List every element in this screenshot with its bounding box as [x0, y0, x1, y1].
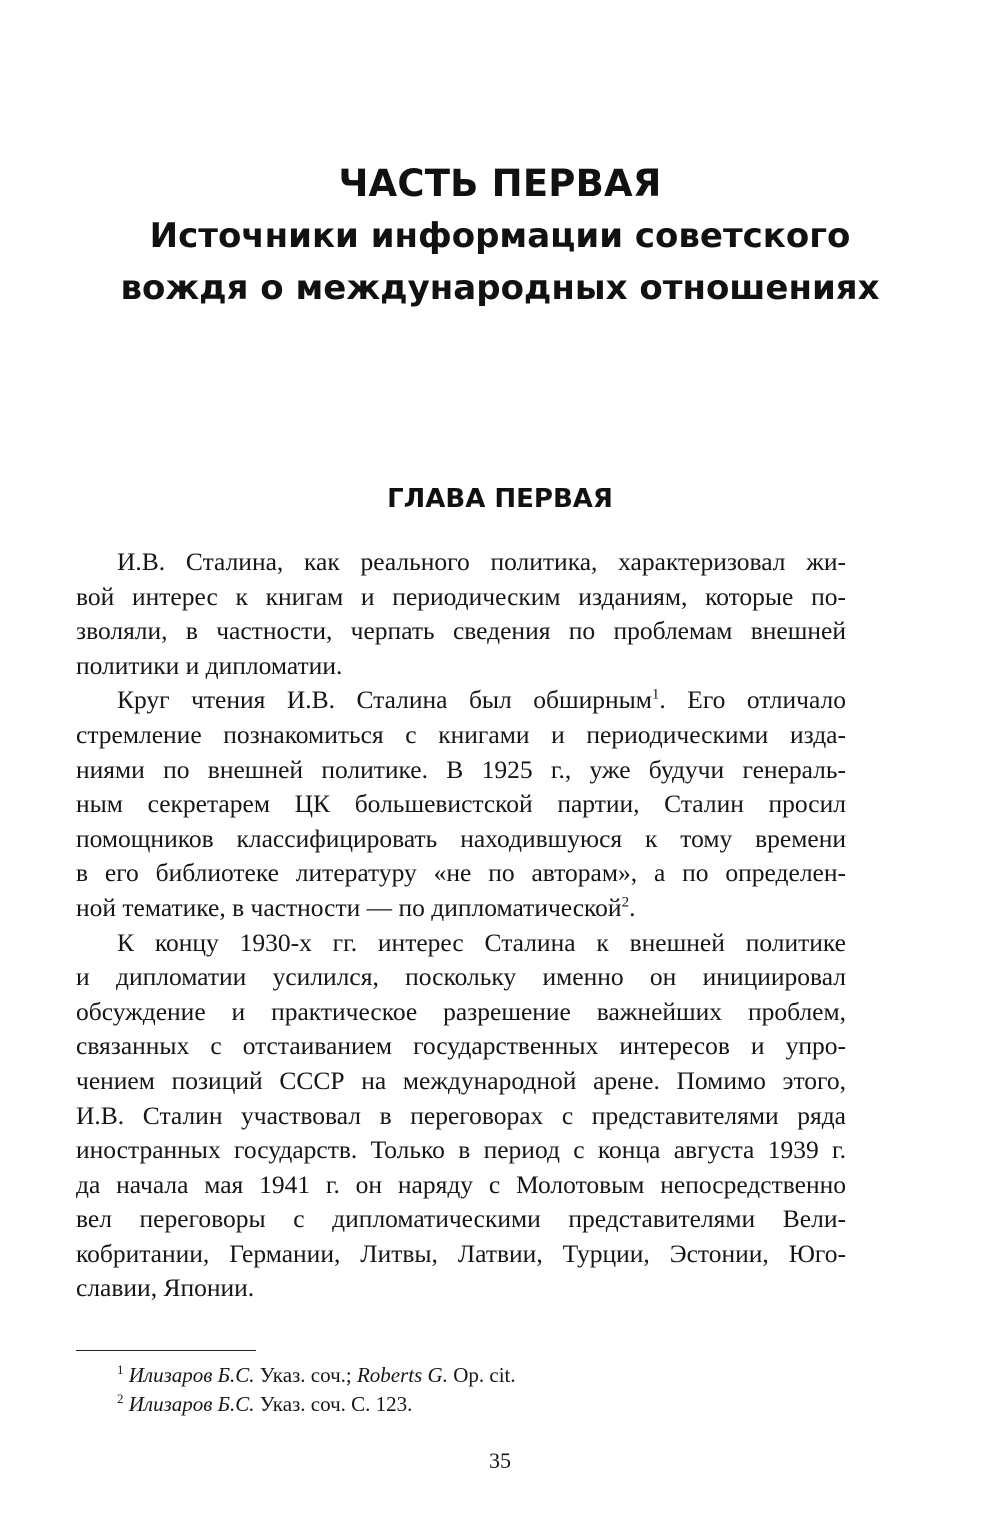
text-line: [76, 683, 846, 718]
text-line: зволяли, в частности, черпать сведения по проблемам внешней: [76, 616, 846, 646]
part-heading: [75, 158, 925, 314]
text-line: иностранных государств. Только в период с конца августа 1939 г.: [76, 1135, 846, 1165]
footnote-ref-2[interactable]: 2: [621, 894, 630, 911]
text-line: стремление познакомиться с книгами и периодическими изда-: [76, 719, 846, 749]
text-line: обсуждение и практическое разрешение важнейших проблем,: [76, 996, 846, 1026]
footnote-author: Roberts G.: [356, 1363, 448, 1387]
text-line: кобритании, Германии, Литвы, Латвии, Турции, Эстонии, Юго-: [76, 1238, 846, 1268]
part-label: ЧАСТЬ ПЕРВАЯ: [338, 162, 662, 205]
footnote-ref-1[interactable]: 1: [651, 686, 660, 703]
footnote-text: Указ. соч. С. 123.: [254, 1392, 413, 1416]
footnote-mark: 1: [117, 1362, 124, 1377]
footnote-text: Op. cit.: [447, 1363, 516, 1387]
text-line: да начала мая 1941 г. он наряду с Молотовым непосредственно: [76, 1169, 846, 1199]
footnote-author: Илизаров Б.С.: [128, 1392, 255, 1416]
footnote-2: [76, 1390, 846, 1419]
footnote-author: Илизаров Б.С.: [128, 1363, 255, 1387]
text-line: славии, Японии.: [76, 1273, 255, 1303]
text-line: помощников классифицировать находившуюся к тому времени: [76, 823, 846, 853]
text-span: ной тематике, в частности — по дипломатической: [76, 892, 622, 922]
footnote-1: [76, 1361, 846, 1390]
text-line: связанных с отстаиванием государственных интересов и упро-: [76, 1031, 846, 1061]
text-line: политики и дипломатии.: [76, 650, 343, 680]
text-line: в его библиотеке литературу «не по авторам», а по определен-: [76, 858, 846, 888]
text-line: [76, 891, 846, 926]
text-line: чением позиций СССР на международной арене. Помимо этого,: [76, 1065, 846, 1095]
chapter-heading: ГЛАВА ПЕРВАЯ: [387, 484, 613, 514]
text-line: К концу 1930-х гг. интерес Сталина к внешней политике: [117, 927, 846, 957]
page-number: 35: [489, 1448, 511, 1473]
text-span: Круг чтения И.В. Сталина был обширным: [117, 685, 652, 715]
part-title-line: Источники информации советского: [149, 216, 851, 256]
footnotes: [76, 1361, 846, 1419]
footnote-divider: [76, 1350, 256, 1351]
body-text: [76, 545, 846, 1306]
text-line: И.В. Сталин участвовал в переговорах с представителями ряда: [76, 1100, 846, 1130]
text-span: .: [629, 892, 636, 922]
footnote-text: Указ. соч.;: [254, 1363, 357, 1387]
text-line: вел переговоры с дипломатическими представителями Вели-: [76, 1204, 846, 1234]
text-line: вой интерес к книгам и периодическим изданиям, которые по-: [76, 581, 846, 611]
text-span: . Его отличало: [659, 685, 846, 715]
text-line: И.В. Сталина, как реального политика, характеризовал жи-: [117, 547, 846, 576]
text-line: ным секретарем ЦК большевистской партии, Сталин просил: [76, 789, 846, 819]
text-line: ниями по внешней политике. В 1925 г., уже будучи генераль-: [76, 754, 846, 784]
part-title-line: вождя о международных отношениях: [120, 268, 880, 308]
text-line: и дипломатии усилился, поскольку именно он инициировал: [76, 962, 846, 992]
footnote-mark: 2: [117, 1391, 124, 1406]
